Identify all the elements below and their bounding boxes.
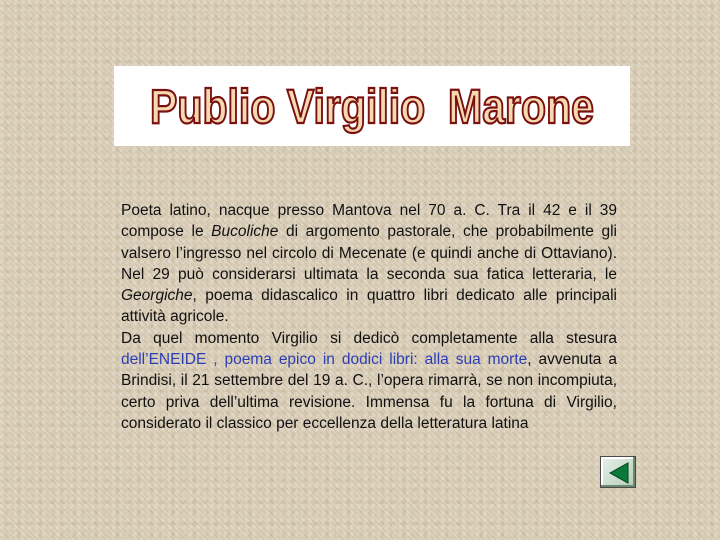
back-arrow-icon [601, 457, 637, 489]
biography-text [121, 200, 617, 434]
bucoliche-title: Bucoliche [211, 223, 279, 241]
eneide-highlight: dell’ENEIDE , poema epico in dodici libri: alla sua morte [121, 351, 528, 369]
back-button[interactable] [600, 456, 636, 488]
text-segment: Poeta latino, nacque presso Mantova nel 70 a. C. Tra il 42 e il 39 compose le [121, 202, 617, 241]
page-title: Publio Virgilio Marone [150, 81, 594, 134]
title-banner [114, 66, 630, 146]
text-segment: di argomento pastorale, che probabilmente gli valsero l’ingresso nel circolo di Mecenate (e quindi anche di Ottaviano). Nel 29 può considerarsi ultimata la seconda sua fatica letteraria, le [121, 223, 617, 283]
georgiche-title: Georgiche [121, 287, 193, 305]
text-segment: Da quel momento Virgilio si dedicò completamente alla stesura [121, 329, 617, 347]
title-wordart [114, 66, 630, 146]
text-segment: , avvenuta a Brindisi, il 21 settembre del 19 a. C., l’opera rimarrà, se non incompiuta, certo priva dell’ultima revisione. Immensa fu la fortuna di Virgilio, considerato il classico per eccellenza della letteratura latina [121, 351, 617, 432]
text-segment: , poema didascalico in quattro libri dedicato alle principali attività agricole. [121, 287, 617, 326]
